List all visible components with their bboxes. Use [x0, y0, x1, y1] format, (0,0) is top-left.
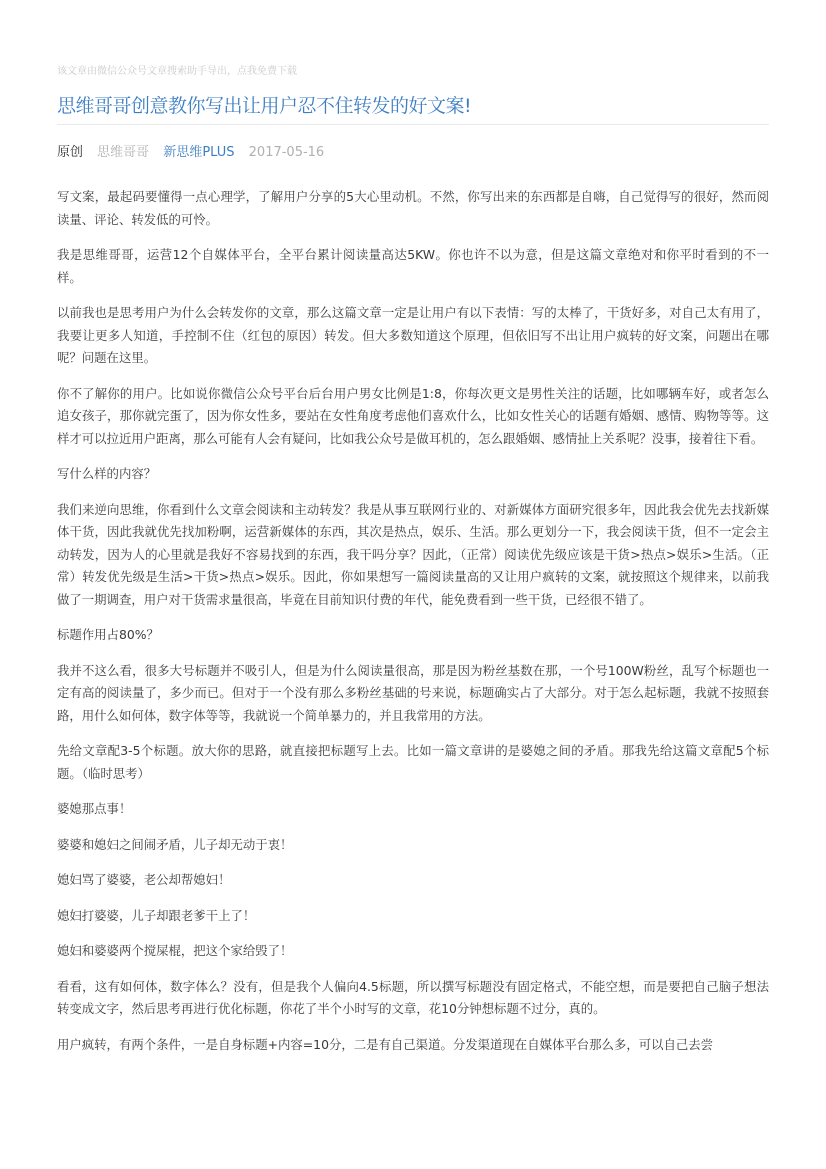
author-name: 思维哥哥 — [97, 145, 150, 160]
title-divider — [57, 124, 769, 125]
paragraph: 先给文章配3-5个标题。放大你的思路，就直接把标题写上去。比如一篇文章讲的是婆媳之间的矛盾。那我先给这篇文章配5个标题。（临时思考） — [57, 743, 769, 781]
paragraph: 以前我也是思考用户为什么会转发你的文章，那么这篇文章一定是让用户有以下表情：写的太棒了，干货好多，对自己太有用了，我要让更多人知道，手控制不住（红包的原因）转发。但大多数知道这个原理，但依旧写不出让用户疯转的好文案，问题出在哪呢？问题在这里。 — [57, 305, 769, 365]
paragraph: 写文案，最起码要懂得一点心理学，了解用户分享的5大心里动机。不然，你写出来的东西都是自嗨，自己觉得写的很好，然而阅读量、评论、转发低的可怜。 — [57, 189, 769, 227]
paragraph: 我并不这么看，很多大号标题并不吸引人，但是为什么阅读量很高，那是因为粉丝基数在那，一个号100W粉丝，乱写个标题也一定有高的阅读量了，多少而已。但对于一个没有那么多粉丝基础的号来说，标题确实占了大部分。对于怎么起标题，我就不按照套路，用什么如何体，数字体等等，我就说一个简单暴力的，并且我常用的方法。 — [57, 662, 769, 723]
publish-date: 2017-05-16 — [248, 145, 325, 160]
example-title: 媳妇和婆婆两个搅屎棍，把这个家给毁了！ — [57, 943, 293, 958]
example-title: 婆婆和媳妇之间闹矛盾，儿子却无动于衷！ — [57, 836, 293, 852]
article-body — [57, 186, 769, 1069]
article-meta — [57, 141, 334, 160]
paragraph: 我们来逆向思维，你看到什么文章会阅读和主动转发？我是从事互联网行业的、对新媒体方面研究很多年，因此我会优先去找新媒体干货，因此我就优先找加粉啊，运营新媒体的东西，其次是热点，娱乐、生活。那么更划分一下，我会阅读干货，但不一定会主动转发，因为人的心里就是我好不容易找到的东西，我干吗分享？因此，（正常）阅读优先级应该是干货>热点>娱乐>生活。（正常）转发优先级是生活>干货>热点>娱乐。因此，你如果想写一篇阅读量高的又让用户疯转的文案，就按照这个规律来，以前我做了一期调查，用户对干货需求量很高，毕竟在目前知识付费的年代，能免费看到一些干货，已经很不错了。 — [57, 501, 769, 607]
example-title: 婆媳那点事！ — [57, 801, 132, 816]
paragraph: 看看，这有如何体，数字体么？没有，但是我个人偏向4.5标题，所以撰写标题没有固定格式，不能空想，而是要把自己脑子想法转变成文字，然后思考再进行优化标题，你花了半个小时写的文章，花10分钟想标题不过分，真的。 — [57, 978, 769, 1016]
paragraph: 你不了解你的用户。比如说你微信公众号平台后台用户男女比例是1:8，你每次更文是男性关注的话题，比如哪辆车好，或者怎么追女孩子，那你就完蛋了，因为你女性多，要站在女性角度考虑他们喜欢什么，比如女性关心的话题有婚姻、感情、购物等等。这样才可以拉近用户距离，那么可能有人会有疑问，比如我公众号是做耳机的，怎么跟婚姻、感情扯上关系呢？没事，接着往下看。 — [57, 385, 769, 446]
section-heading: 写什么样的内容？ — [57, 466, 157, 481]
section-heading: 标题作用占80%？ — [57, 627, 159, 642]
export-notice-link[interactable]: 该文章由微信公众号文章搜索助手导出，点我免费下载 — [57, 66, 297, 77]
original-label: 原创 — [57, 145, 84, 160]
paragraph: 我是思维哥哥，运营12个自媒体平台，全平台累计阅读量高达5KW。你也许不以为意，但是这篇文章绝对和你平时看到的不一样。 — [57, 247, 769, 285]
article-title: 思维哥哥创意教你写出让用户忍不住转发的好文案! — [57, 95, 472, 117]
example-title: 媳妇骂了婆婆，老公却帮媳妇！ — [57, 872, 231, 887]
account-link[interactable]: 新思维PLUS — [163, 145, 235, 160]
paragraph: 用户疯转，有两个条件，一是自身标题+内容=10分，二是有自己渠道。分发渠道现在自媒体平台那么多，可以自己去尝 — [57, 1036, 714, 1052]
example-title: 媳妇打婆婆，儿子却跟老爹干上了！ — [57, 907, 256, 923]
